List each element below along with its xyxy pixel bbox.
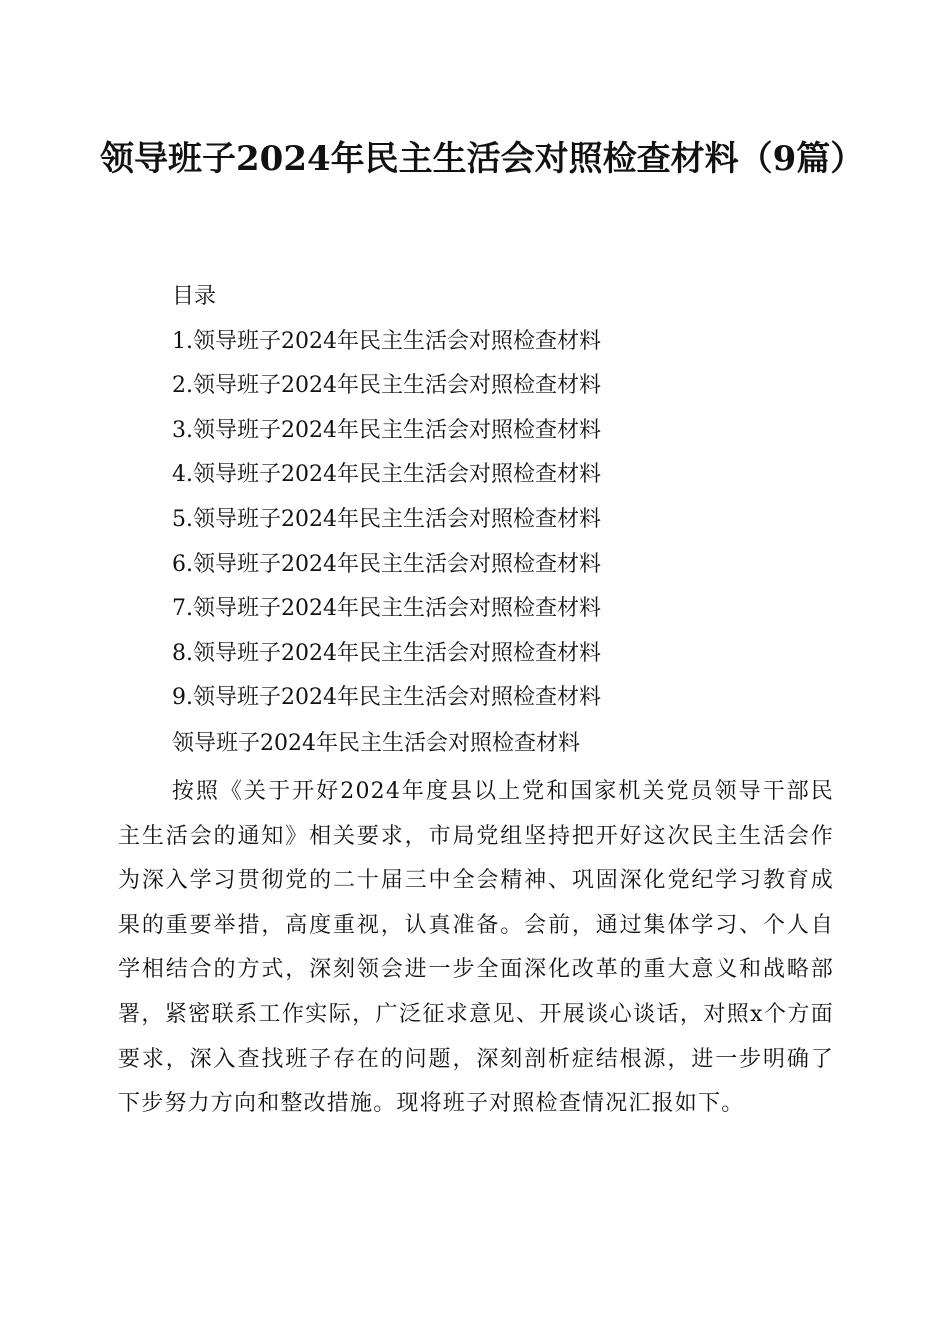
table-of-contents (172, 280, 872, 726)
toc-item: 4.领导班子2024年民主生活会对照检查材料 (172, 462, 601, 488)
body-paragraph: 按照《关于开好2024年度县以上党和国家机关党员领导干部民主生活会的通知》相关要求，市局党组坚持把开好这次民主生活会作为深入学习贯彻党的二十届三中全会精神、巩固深化党纪学习教育成果的重要举措，高度重视，认真准备。会前，通过集体学习、个人自学相结合的方式，深刻领会进一步全面深化改革的重大意义和战略部署，紧密联系工作实际，广泛征求意见、开展谈心谈话，对照x个方面要求，深入查找班子存在的问题，深刻剖析症结根源，进一步明确了下步努力方向和整改措施。现将班子对照检查情况汇报如下。 (118, 779, 834, 1117)
document-title: 领导班子2024年民主生活会对照检查材料（9篇） (100, 139, 865, 179)
toc-heading: 目录 (172, 284, 217, 309)
toc-item: 8.领导班子2024年民主生活会对照检查材料 (172, 640, 601, 666)
toc-item: 9.领导班子2024年民主生活会对照检查材料 (172, 685, 601, 711)
toc-item: 7.领导班子2024年民主生活会对照检查材料 (172, 596, 601, 622)
section-heading: 领导班子2024年民主生活会对照检查材料 (172, 731, 580, 756)
toc-item: 3.领导班子2024年民主生活会对照检查材料 (172, 417, 601, 443)
toc-item: 2.领导班子2024年民主生活会对照检查材料 (172, 373, 601, 399)
toc-item: 5.领导班子2024年民主生活会对照检查材料 (172, 506, 601, 532)
toc-item: 1.领导班子2024年民主生活会对照检查材料 (172, 328, 601, 354)
toc-item: 6.领导班子2024年民主生活会对照检查材料 (172, 551, 601, 577)
